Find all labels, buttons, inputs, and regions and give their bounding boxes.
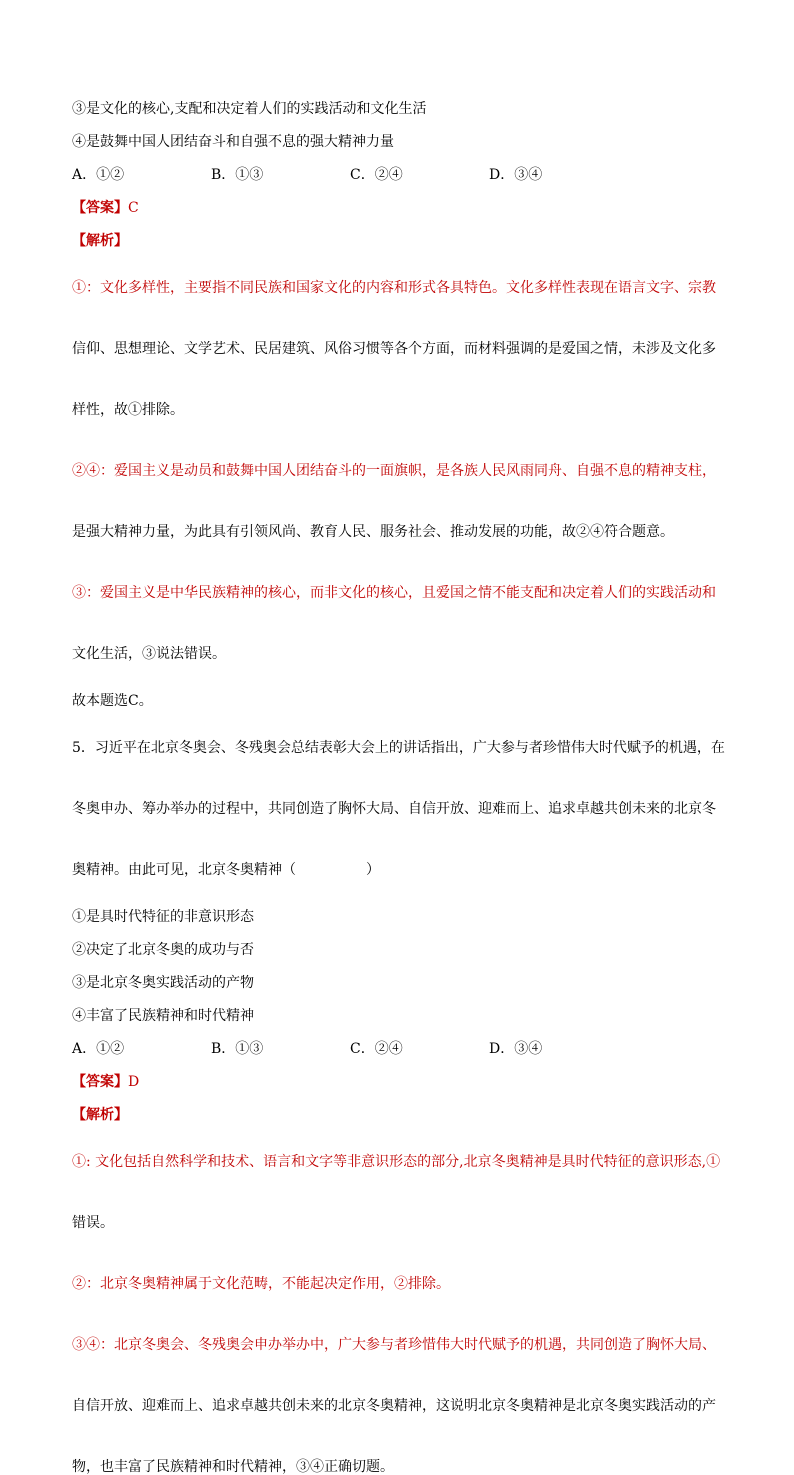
q4-option-c: C．②④ xyxy=(350,167,403,183)
q5-statement-4: ④丰富了民族精神和时代精神 xyxy=(72,1008,254,1024)
q4-analysis-line-5: 是强大精神力量，为此具有引领风尚、教育人民、服务社会、推动发展的功能，故②④符合题意。 xyxy=(72,524,674,540)
q4-analysis-line-1: ①：文化多样性，主要指不同民族和国家文化的内容和形式各具特色。文化多样性表现在语言文字、宗教 xyxy=(72,280,716,296)
q5-analysis-line-3: ②：北京冬奥精神属于文化范畴，不能起决定作用，②排除。 xyxy=(72,1276,450,1292)
q5-analysis-line-2: 错误。 xyxy=(72,1215,114,1231)
q5-option-c: C．②④ xyxy=(350,1041,403,1057)
q5-answer xyxy=(72,1074,730,1090)
q4-option-b: B．①③ xyxy=(211,167,264,183)
q4-answer xyxy=(72,200,730,216)
q5-statement-2: ②决定了北京冬奥的成功与否 xyxy=(72,942,254,958)
q5-analysis-label: 【解析】 xyxy=(72,1107,128,1123)
q4-analysis-line-6: ③：爱国主义是中华民族精神的核心，而非文化的核心，且爱国之情不能支配和决定着人们的实践活动和 xyxy=(72,585,716,601)
q5-stem-line-1: 5．习近平在北京冬奥会、冬残奥会总结表彰大会上的讲话指出，广大参与者珍惜伟大时代赋予的机遇，在 xyxy=(72,740,725,756)
q5-stem-line-2: 冬奥申办、筹办举办的过程中，共同创造了胸怀大局、自信开放、迎难而上、追求卓越共创未来的北京冬 xyxy=(72,801,716,817)
q4-analysis-line-2: 信仰、思想理论、文学艺术、民居建筑、风俗习惯等各个方面，而材料强调的是爱国之情，未涉及文化多 xyxy=(72,341,716,357)
q4-conclusion: 故本题选C。 xyxy=(72,693,153,709)
q4-answer-label: 【答案】 xyxy=(72,200,128,216)
q4-analysis-label: 【解析】 xyxy=(72,233,128,249)
q5-analysis-line-5: 自信开放、迎难而上、追求卓越共创未来的北京冬奥精神，这说明北京冬奥精神是北京冬奥实践活动的产 xyxy=(72,1398,716,1414)
q4-analysis-line-7: 文化生活，③说法错误。 xyxy=(72,646,226,662)
q4-options xyxy=(72,167,730,183)
q4-statement-4: ④是鼓舞中国人团结奋斗和自强不息的强大精神力量 xyxy=(72,134,394,150)
q4-option-d: D．③④ xyxy=(489,167,543,183)
q5-option-a: A．①② xyxy=(72,1041,125,1057)
q5-answer-label: 【答案】 xyxy=(72,1074,128,1090)
q4-analysis-line-4: ②④：爱国主义是动员和鼓舞中国人团结奋斗的一面旗帜，是各族人民风雨同舟、自强不息的精神支柱， xyxy=(72,463,716,479)
q5-answer-value: D xyxy=(128,1074,140,1090)
q5-analysis-line-1: ①: 文化包括自然科学和技术、语言和文字等非意识形态的部分,北京冬奥精神是具时代特征的意识形态,① xyxy=(72,1154,721,1170)
q5-analysis-line-6: 物，也丰富了民族精神和时代精神，③④正确切题。 xyxy=(72,1459,394,1475)
q4-answer-value: C xyxy=(128,200,139,216)
q5-option-b: B．①③ xyxy=(211,1041,264,1057)
q5-option-d: D．③④ xyxy=(489,1041,543,1057)
q5-statement-3: ③是北京冬奥实践活动的产物 xyxy=(72,975,254,991)
q5-analysis-line-4: ③④：北京冬奥会、冬残奥会申办举办中，广大参与者珍惜伟大时代赋予的机遇，共同创造了胸怀大局、 xyxy=(72,1337,716,1353)
q4-option-a: A．①② xyxy=(72,167,125,183)
q4-statement-3: ③是文化的核心,支配和决定着人们的实践活动和文化生活 xyxy=(72,101,427,117)
q5-options xyxy=(72,1041,730,1057)
q5-statement-1: ①是具时代特征的非意识形态 xyxy=(72,909,254,925)
q4-analysis-line-3: 样性，故①排除。 xyxy=(72,402,184,418)
q5-stem-line-3: 奥精神。由此可见，北京冬奥精神（ ） xyxy=(72,862,380,878)
